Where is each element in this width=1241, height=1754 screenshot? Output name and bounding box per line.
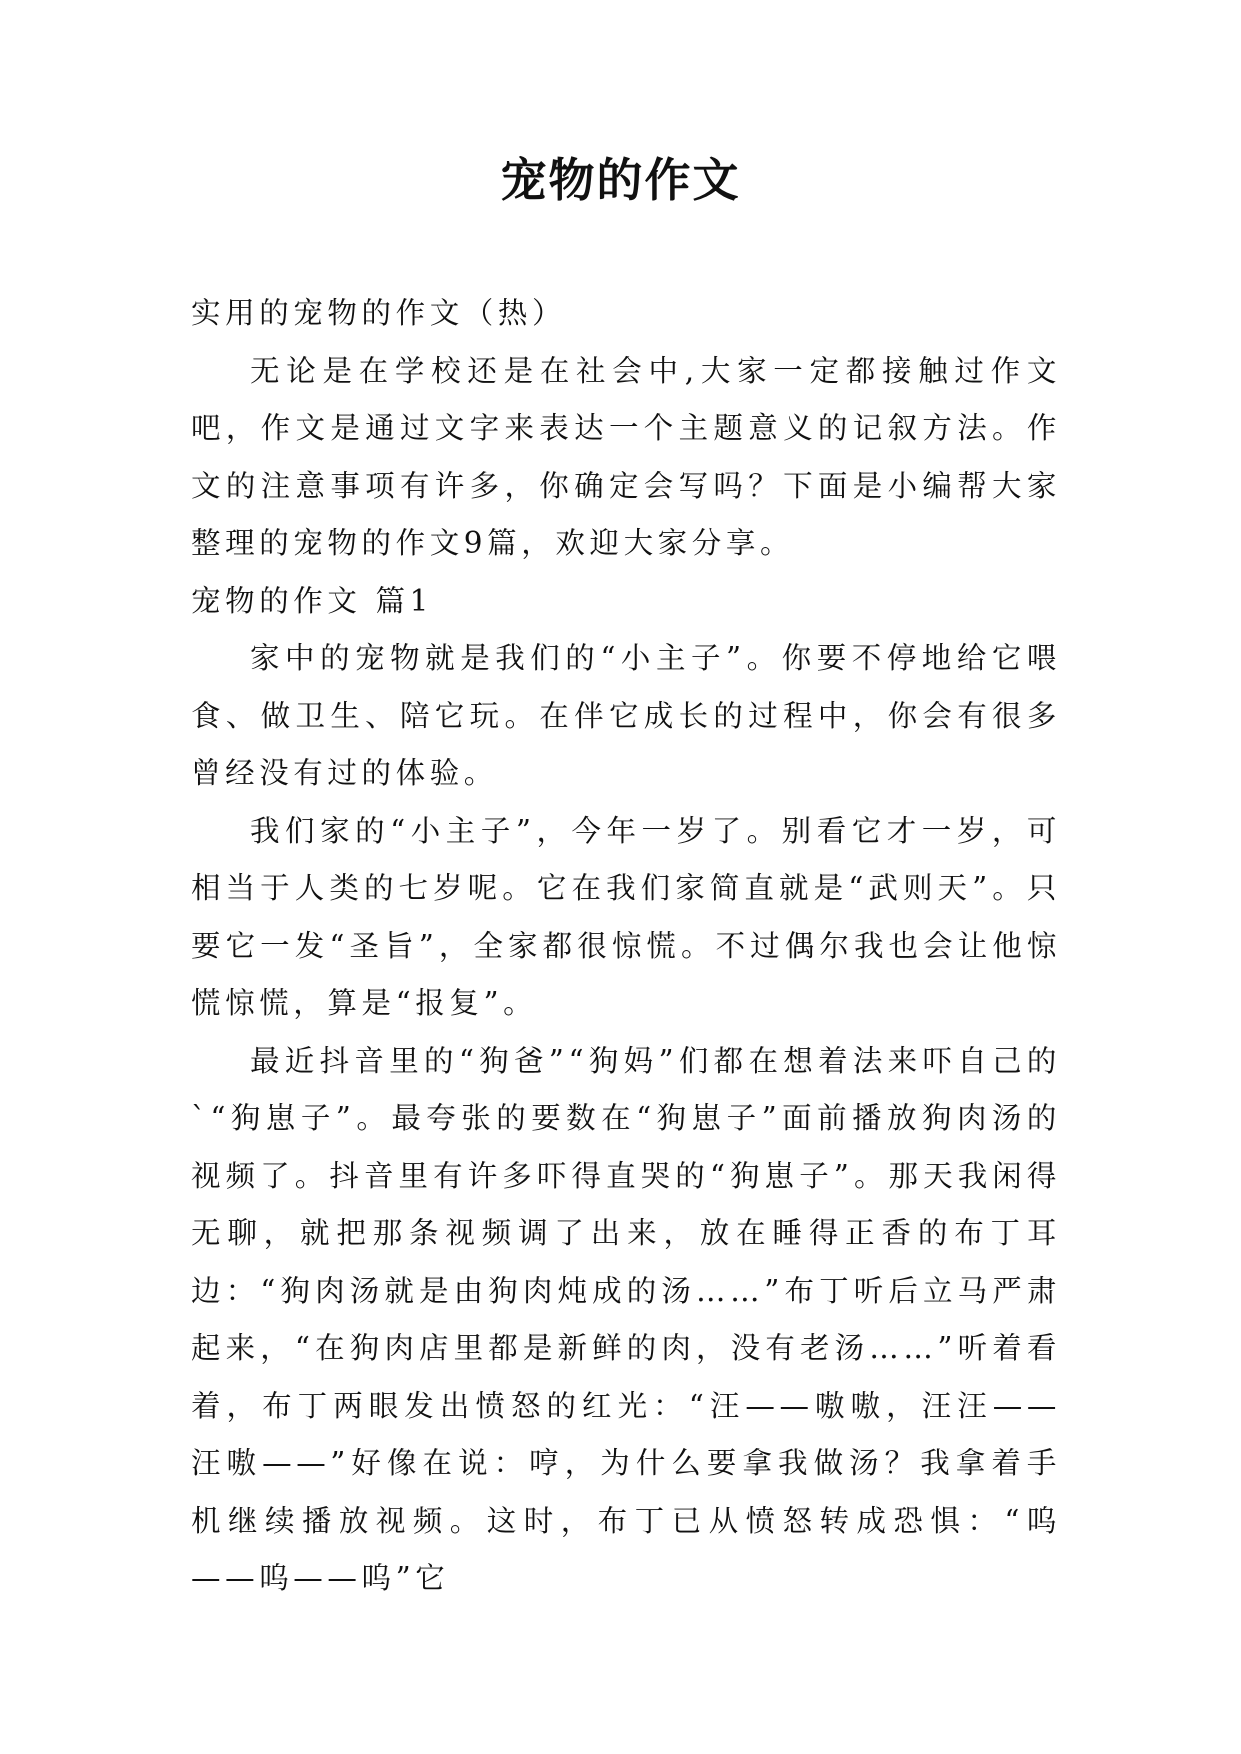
intro-heading: 实用的宠物的作文（热） xyxy=(191,296,567,330)
document-body xyxy=(191,285,1061,1608)
essay-1-paragraph-1: 家中的宠物就是我们的“小主子”。你要不停地给它喂食、做卫生、陪它玩。在伴它成长的过程中，你会有很多曾经没有过的体验。 xyxy=(191,641,1061,790)
essay-1-heading: 宠物的作文 篇1 xyxy=(191,583,433,618)
essay-1-paragraph-3: 最近抖音里的“狗爸”“狗妈”们都在想着法来吓自己的`“狗崽子”。最夸张的要数在“狗崽子”面前播放狗肉汤的视频了。抖音里有许多吓得直哭的“狗崽子”。那天我闲得无聊，就把那条视频调了出来，放在睡得正香的布丁耳边：“狗肉汤就是由狗肉炖成的汤……”布丁听后立马严肃起来，“在狗肉店里都是新鲜的肉，没有老汤……”听着看着，布丁两眼发出愤怒的红光：“汪——嗷嗷，汪汪——汪嗷——”好像在说：哼，为什么要拿我做汤？我拿着手机继续播放视频。这时，布丁已从愤怒转成恐惧：“呜——呜——呜”它 xyxy=(191,1043,1061,1595)
intro-paragraph: 无论是在学校还是在社会中,大家一定都接触过作文吧，作文是通过文字来表达一个主题意义的记叙方法。作文的注意事项有许多，你确定会写吗？下面是小编帮大家整理的宠物的作文9篇，欢迎大家分享。 xyxy=(191,353,1061,560)
document-title: 宠物的作文 xyxy=(500,153,741,207)
essay-1-paragraph-2: 我们家的“小主子”，今年一岁了。别看它才一岁，可相当于人类的七岁呢。它在我们家简直就是“武则天”。只要它一发“圣旨”，全家都很惊慌。不过偶尔我也会让他惊慌惊慌，算是“报复”。 xyxy=(191,813,1061,1020)
